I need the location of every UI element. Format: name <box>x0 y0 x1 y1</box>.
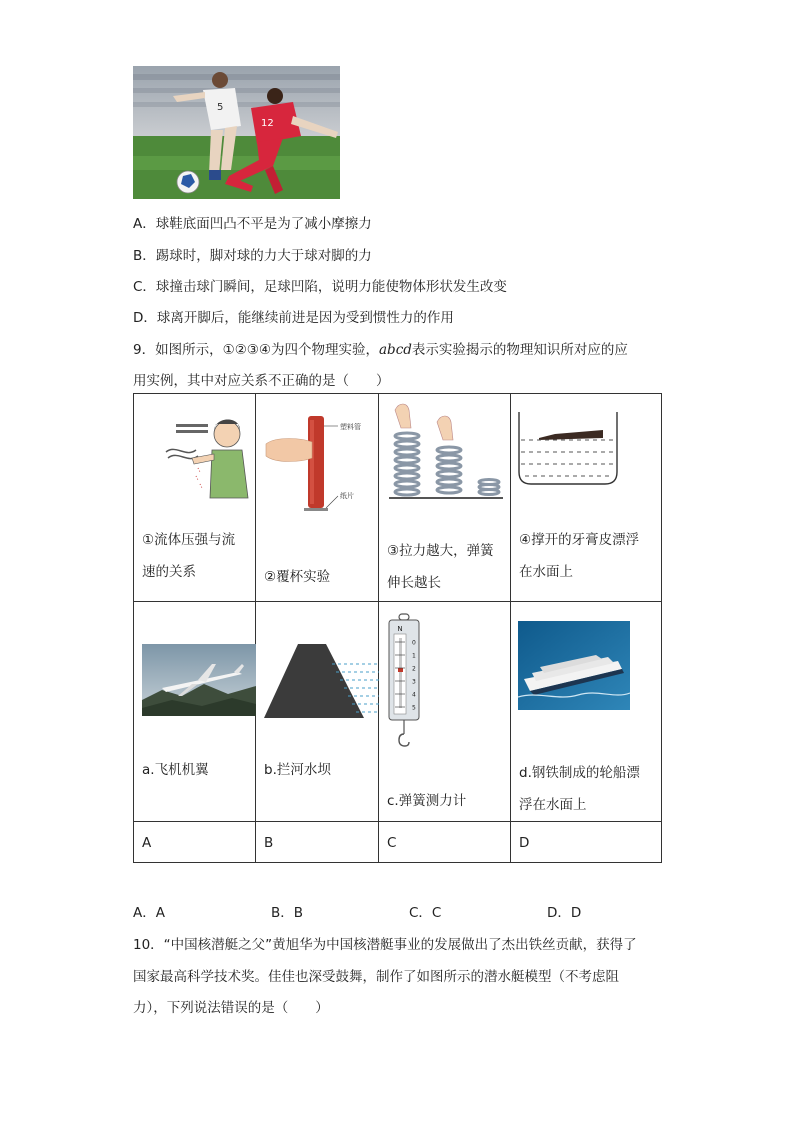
jersey-number-red: 12 <box>261 118 274 129</box>
q10-line-3: 力），下列说法错误的是（ ） <box>133 1000 329 1016</box>
q8-option-d: D．球离开脚后，能继续前进是因为受到惯性力的作用 <box>133 310 454 326</box>
exp4-caption-1: ④撑开的牙膏皮漂浮 <box>519 532 640 548</box>
scale-unit: N <box>397 625 403 633</box>
q9-cell-app-c <box>379 602 511 822</box>
q8-option-a: A．球鞋底面凹凸不平是为了减小摩擦力 <box>133 216 372 232</box>
q9-stem-suffix: 表示实验揭示的物理知识所对应的应 <box>411 342 628 358</box>
app-d-caption-2: 浮在水面上 <box>519 797 587 813</box>
q9-answer-b[interactable]: B．B <box>271 905 304 921</box>
app-c-caption: c.弹簧测力计 <box>387 793 467 809</box>
q9-stem <box>133 338 628 358</box>
q9-letter-a <box>134 822 256 863</box>
app-d-caption-1: d.钢铁制成的轮船漂 <box>519 765 640 781</box>
q9-stem-italic: abcd <box>379 342 412 358</box>
jersey-number-white: 5 <box>217 102 224 113</box>
label-tube: 塑料管 <box>340 423 361 431</box>
exp2-caption: ②覆杯实验 <box>264 569 331 585</box>
scale-tick-label: 2 <box>412 665 416 673</box>
scale-tick-label: 1 <box>412 652 416 660</box>
letter-b: B <box>264 835 274 851</box>
blowing-paper-figure <box>152 408 252 508</box>
q8-option-c: C．球撞击球门瞬间，足球凹陷，说明力能使物体形状发生改变 <box>133 279 507 295</box>
letter-c: C <box>387 835 397 851</box>
q9-answer-d[interactable]: D．D <box>547 905 582 921</box>
q9-cell-exp3 <box>379 394 511 602</box>
label-paper: 纸片 <box>340 492 354 500</box>
exp1-caption-1: ①流体压强与流 <box>142 532 236 548</box>
q9-cell-exp1 <box>134 394 256 602</box>
scale-tick-label: 3 <box>412 678 416 686</box>
q9-table <box>133 393 662 863</box>
soccer-photo <box>133 66 340 199</box>
q9-stem-line2: 用实例，其中对应关系不正确的是（ ） <box>133 373 390 389</box>
letter-a: A <box>142 835 152 851</box>
ship-photo <box>518 621 630 710</box>
q9-stem-prefix: 9．如图所示，①②③④为四个物理实验， <box>133 342 379 358</box>
q9-cell-app-d <box>511 602 662 822</box>
q9-letter-c <box>379 822 511 863</box>
q9-cell-exp4 <box>511 394 662 602</box>
scale-tick-label: 4 <box>412 691 416 699</box>
letter-d: D <box>519 835 530 851</box>
q9-answer-c[interactable]: C．C <box>409 905 442 921</box>
exp4-caption-2: 在水面上 <box>519 564 573 580</box>
scale-tick-label: 0 <box>412 639 416 647</box>
inverted-cup-figure <box>262 412 374 522</box>
q10-line-2: 国家最高科学技术奖。佳佳也深受鼓舞，制作了如图所示的潜水艇模型（不考虑阻 <box>133 969 619 985</box>
q9-cell-app-b <box>256 602 379 822</box>
spring-scale-figure <box>385 612 425 752</box>
q8-option-b: B．踢球时，脚对球的力大于球对脚的力 <box>133 248 372 264</box>
app-b-caption: b.拦河水坝 <box>264 762 331 778</box>
dam-figure <box>260 640 379 720</box>
exp3-caption-1: ③拉力越大，弹簧 <box>387 543 494 559</box>
scale-tick-label: 5 <box>412 704 416 712</box>
exp1-caption-2: 速的关系 <box>142 564 196 580</box>
q10-line-1: 10．“中国核潜艇之父”黄旭华为中国核潜艇事业的发展做出了杰出铁丝贡献，获得了 <box>133 937 637 953</box>
exp3-caption-2: 伸长越长 <box>387 575 441 591</box>
q9-letter-b <box>256 822 379 863</box>
q9-cell-exp2 <box>256 394 379 602</box>
q9-answers <box>133 901 661 921</box>
q9-answer-a[interactable]: A．A <box>133 905 165 921</box>
q9-cell-app-a <box>134 602 256 822</box>
airplane-photo <box>142 644 256 716</box>
spring-stretch-figure <box>385 400 505 504</box>
toothpaste-float-figure <box>517 408 619 488</box>
app-a-caption: a.飞机机翼 <box>142 762 209 778</box>
q9-letter-d <box>511 822 662 863</box>
